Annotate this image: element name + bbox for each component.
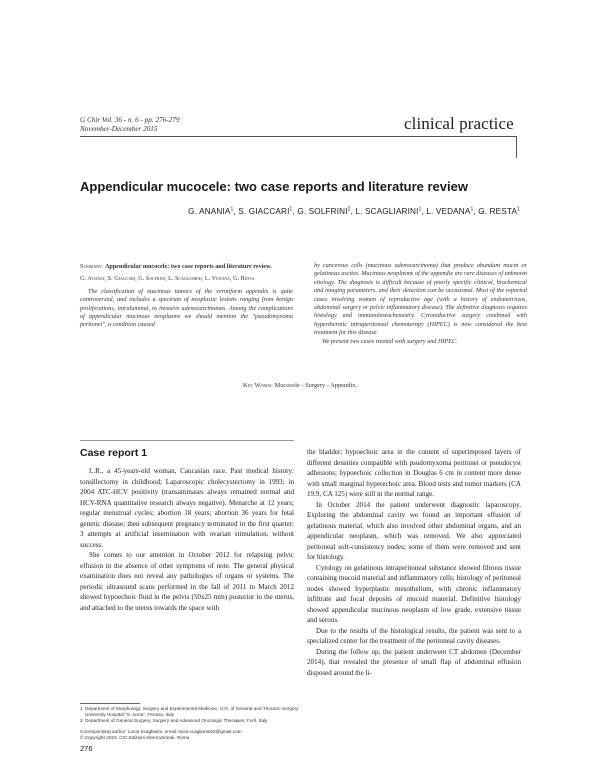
section-label: clinical practice (404, 114, 514, 133)
author: L. SCAGLIARINI (355, 207, 419, 216)
abstract-paragraph: The classification of mucinous tumors of the vermiform appendix is quite controversial, and includes a spectrum of neoplastic lesions ranging from benign proliferations, intraluminal, to invasive adenocarcinomas. Among the complications of appendicular mucinous neoplasms we should mention the "pseudomyxoma peritonei", a condition caused (80, 287, 293, 329)
footnote-divider (80, 703, 140, 704)
body-paragraph: the bladder; hypoechoic area in the content of superimposed layers of different densities compatible with psudomyxoma peritonei or pseudocyst adhesions; hypoechoic collection in Douglas 6 cm in content more dense with small marginal hyperechoic area. Blood tests and tumor markers (CA 19.9, CA 125) were still in the normal range. (307, 448, 521, 498)
header-vertical-divider (516, 136, 517, 158)
journal-volume: G Chir Vol. 36 - n. 6 - pp. 276-279 (80, 116, 180, 124)
header-divider (80, 136, 516, 137)
body-paragraph: She comes to our attention in October 2012 for relapsing pelvic effusion in the absence of other symptoms of note. The general physical examination does not reveal any pathologies of organs or systems. The periodic ultrasound scans performed in the fall of 2011 to March 2012 showed hypoechoic fluid in the pelvis (50x25 mm) posterior to the uterus, and attached to the uterus towards the space with (80, 551, 294, 612)
footnotes (80, 706, 300, 741)
author: G. SOLFRINI (297, 207, 348, 216)
copyright-note: © Copyright 2015, CIC Edizioni Internazionali, Roma (80, 735, 190, 741)
journal-date: November-December 2015 (80, 124, 158, 133)
author-list: G. ANANIA$^1$, S. GIACCARI$^1$, G. SOLFRINI$^2$, L. SCAGLIARINI$^1$, L. VEDANA$^1$, G. RESTA$^1$ (188, 206, 520, 216)
body-paragraph: L.R., a 45-years-old woman, Caucasian race. Past medical history: tonsillectomy in childhood; Laparoscopic cholecystectomy in 1993; in 2004 ATC-HCV positivity (transaminases always remained normal and HCV-RNA quantitative research always negative). Menarche at 12 years; regular menstrual cycles; abortion 18 years; abortion 36 years for fetal genetic disease; then subsequent pregnancy terminated in the first quarter; 3 attempts at artificial insemination with ovarian stimulation, without success. (80, 467, 294, 549)
affiliation-footnote: 1 Department of Morphology, Surgery and Experimental Medicine, U.O. of General and Thoracic Surgery University Hospital "S. Anna", Ferrara, Italy (80, 706, 299, 718)
summary-label: Summary: (80, 263, 104, 270)
page-number: 276 (80, 744, 93, 753)
affiliation-footnote: 2 Department of General Surgery, Surgery and Advanced Oncologic Therapies, Forlì, Italy (80, 718, 268, 724)
body-paragraph: Cytology on gelatinous intraperitoneal substance showed fibrous tissue containing mucoid material and inflammatory cells; histology of peritoneal nodes showed hyperplastic mesothelium, with chronic inflammatory infiltrate and focal deposits of mucoid material. Definitive histology showed appendicular mucinous neoplasm of low grade, extensive tissue and serous. (307, 563, 521, 624)
summary-title: Appendicular mucocele: two case reports and literature review. (104, 263, 272, 270)
abstract-paragraph: by cancerous cells (mucinous adenocarcinoma) that produce abundant mucin or gelatinous ascites. Mucinous neoplasms of the appendix are rare diseases of unknown etiology. The diagnosis is difficult because of poorly specific clinical, biochemical and imaging parameters, and their detection can be occasional. Most of the reported cases involving women of reproductive age (with a history of endometriosis, abdominal surgery or pelvic inflammatory disease). The definitive diagnosis requires histology and immunohistochemistry. Cytoreductive surgery combined with hyperthermic intraperitoneal chemoterapy (HIPEC) is now considered the best treatment for this disease. (314, 262, 527, 337)
abstract-right-column (314, 262, 527, 346)
journal-citation (80, 116, 179, 133)
section-heading: Case report 1 (80, 447, 148, 459)
body-left-column (80, 466, 294, 613)
keywords (80, 382, 520, 389)
author: S. GIACCARI (238, 207, 290, 216)
body-paragraph: Due to the results of the histological results, the patient was sent to a specialized center for the treatment of the peritoneal cavity diseases. (307, 626, 521, 645)
section-divider (80, 440, 294, 441)
keywords-label: Key Words: (243, 382, 273, 389)
body-paragraph: During the follow up, the patient underwent CT abdomen (December 2014), that revealed the presence of small flap of abdominal effusion disposed around the li- (307, 647, 521, 677)
abstract-left-column (80, 263, 293, 330)
author: G. RESTA (478, 207, 518, 216)
article-title: Appendicular mucocele: two case reports and literature review (80, 179, 468, 194)
body-right-column (307, 447, 521, 678)
keywords-list: Mucocele - Surgery - Appendix. (274, 382, 357, 389)
author: G. ANANIA (188, 207, 231, 216)
correspondence-note: Corresponding author: Lucia Scagliarini, email: lucia.scagliarini92@gmail.com (80, 729, 242, 735)
author: L. VEDANA (426, 207, 471, 216)
body-paragraph: In October 2014 the patient underwent diagnostic laparoscopy. Exploring the abdominal cavity we found an important effusion of gelatinous material, which also involved other abdominal organs, and an appendicular neoplasm, which was removed. We also appreciated peritoneal soft-consistency nodes; some of them were removed and sent for histology. (307, 500, 521, 561)
abstract-authors: G. Anania, S. Giaccari, G. Solfrini, L. Scagliarini, L. Vedana, G. Resta (80, 275, 255, 283)
abstract-paragraph: We present two cases treated with surgery and HIPEC. (322, 337, 458, 345)
